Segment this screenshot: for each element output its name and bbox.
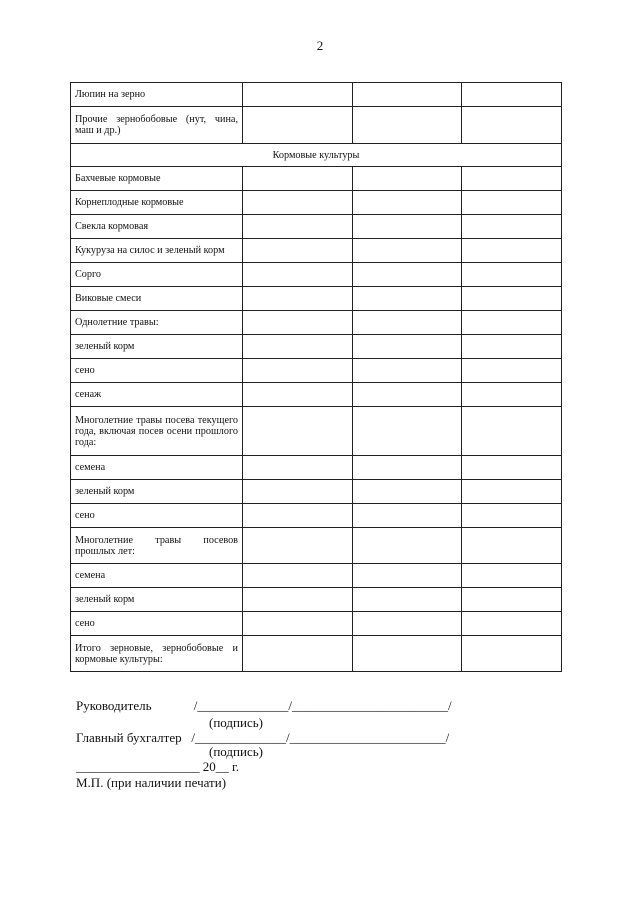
row-label: сено (71, 359, 243, 383)
value-cell[interactable] (462, 456, 562, 480)
table-row (71, 215, 562, 239)
crop-report-table (70, 82, 562, 672)
value-cell[interactable] (353, 407, 462, 456)
row-label: Итого зерновые, зернобобовые и кормовые культуры: (71, 636, 243, 672)
value-cell[interactable] (243, 612, 353, 636)
row-label: семена (71, 456, 243, 480)
table-row (71, 311, 562, 335)
value-cell[interactable] (243, 83, 353, 107)
value-cell[interactable] (353, 456, 462, 480)
value-cell[interactable] (243, 588, 353, 612)
value-cell[interactable] (353, 504, 462, 528)
head-signature-caption: (подпись) (209, 715, 263, 730)
table-row (71, 167, 562, 191)
value-cell[interactable] (353, 564, 462, 588)
value-cell[interactable] (353, 167, 462, 191)
value-cell[interactable] (353, 335, 462, 359)
value-cell[interactable] (462, 480, 562, 504)
row-label: Однолетние травы: (71, 311, 243, 335)
value-cell[interactable] (353, 588, 462, 612)
value-cell[interactable] (462, 588, 562, 612)
row-label: Корнеплодные кормовые (71, 191, 243, 215)
value-cell[interactable] (462, 83, 562, 107)
table-row (71, 83, 562, 107)
value-cell[interactable] (243, 636, 353, 672)
row-label: Прочие зернобобовые (нут, чина, маш и др.) (71, 107, 243, 144)
section-header: Кормовые культуры (71, 144, 562, 167)
date-line: ___________________ 20__ г. (76, 759, 240, 774)
row-label: Виковые смеси (71, 287, 243, 311)
value-cell[interactable] (243, 528, 353, 564)
value-cell[interactable] (462, 504, 562, 528)
value-cell[interactable] (243, 239, 353, 263)
row-label: сенаж (71, 383, 243, 407)
row-label: семена (71, 564, 243, 588)
value-cell[interactable] (243, 359, 353, 383)
accountant-signature-caption: (подпись) (209, 744, 263, 759)
value-cell[interactable] (243, 456, 353, 480)
value-cell[interactable] (462, 191, 562, 215)
value-cell[interactable] (243, 407, 353, 456)
value-cell[interactable] (462, 263, 562, 287)
value-cell[interactable] (353, 636, 462, 672)
table-row (71, 636, 562, 672)
value-cell[interactable] (353, 311, 462, 335)
value-cell[interactable] (462, 107, 562, 144)
row-label: Многолетние травы посева текущего года, включая посев осени прошлого года: (71, 407, 243, 456)
table-row (71, 480, 562, 504)
table-body (71, 83, 562, 672)
value-cell[interactable] (243, 335, 353, 359)
row-label: зеленый корм (71, 480, 243, 504)
table-row (71, 528, 562, 564)
value-cell[interactable] (353, 191, 462, 215)
head-signature-line: Руководитель /______________/________________________/ (76, 698, 452, 713)
value-cell[interactable] (462, 359, 562, 383)
value-cell[interactable] (243, 564, 353, 588)
value-cell[interactable] (353, 83, 462, 107)
table-row (71, 239, 562, 263)
value-cell[interactable] (353, 215, 462, 239)
row-label: зеленый корм (71, 335, 243, 359)
value-cell[interactable] (243, 311, 353, 335)
value-cell[interactable] (243, 167, 353, 191)
value-cell[interactable] (462, 528, 562, 564)
value-cell[interactable] (462, 239, 562, 263)
table-row (71, 383, 562, 407)
value-cell[interactable] (353, 612, 462, 636)
row-label: Многолетние травы посевов прошлых лет: (71, 528, 243, 564)
table-row (71, 359, 562, 383)
row-label: сено (71, 504, 243, 528)
value-cell[interactable] (353, 359, 462, 383)
table-row (71, 564, 562, 588)
row-label: сено (71, 612, 243, 636)
table-row (71, 407, 562, 456)
row-label: Кукуруза на силос и зеленый корм (71, 239, 243, 263)
value-cell[interactable] (353, 263, 462, 287)
value-cell[interactable] (353, 239, 462, 263)
value-cell[interactable] (243, 287, 353, 311)
table-row (71, 612, 562, 636)
value-cell[interactable] (462, 287, 562, 311)
value-cell[interactable] (243, 480, 353, 504)
table-row (71, 287, 562, 311)
value-cell[interactable] (462, 335, 562, 359)
value-cell[interactable] (243, 263, 353, 287)
table-row (71, 456, 562, 480)
row-label: Свекла кормовая (71, 215, 243, 239)
value-cell[interactable] (243, 215, 353, 239)
table-row (71, 191, 562, 215)
value-cell[interactable] (243, 504, 353, 528)
table-row (71, 588, 562, 612)
value-cell[interactable] (462, 564, 562, 588)
value-cell[interactable] (353, 480, 462, 504)
row-label: Сорго (71, 263, 243, 287)
table-row (71, 335, 562, 359)
value-cell[interactable] (243, 107, 353, 144)
stamp-note: М.П. (при наличии печати) (76, 775, 227, 790)
row-label: Бахчевые кормовые (71, 167, 243, 191)
page-number: 2 (316, 38, 324, 53)
value-cell[interactable] (353, 287, 462, 311)
value-cell[interactable] (353, 107, 462, 144)
accountant-signature-line: Главный бухгалтер /______________/________________________/ (76, 730, 450, 745)
value-cell[interactable] (462, 167, 562, 191)
value-cell[interactable] (462, 383, 562, 407)
row-label: Люпин на зерно (71, 83, 243, 107)
value-cell[interactable] (462, 311, 562, 335)
table-row (71, 107, 562, 144)
value-cell[interactable] (353, 383, 462, 407)
value-cell[interactable] (462, 636, 562, 672)
value-cell[interactable] (462, 407, 562, 456)
section-row (71, 144, 562, 167)
value-cell[interactable] (353, 528, 462, 564)
row-label: зеленый корм (71, 588, 243, 612)
value-cell[interactable] (243, 383, 353, 407)
table-row (71, 504, 562, 528)
table-row (71, 263, 562, 287)
value-cell[interactable] (462, 215, 562, 239)
value-cell[interactable] (243, 191, 353, 215)
value-cell[interactable] (462, 612, 562, 636)
